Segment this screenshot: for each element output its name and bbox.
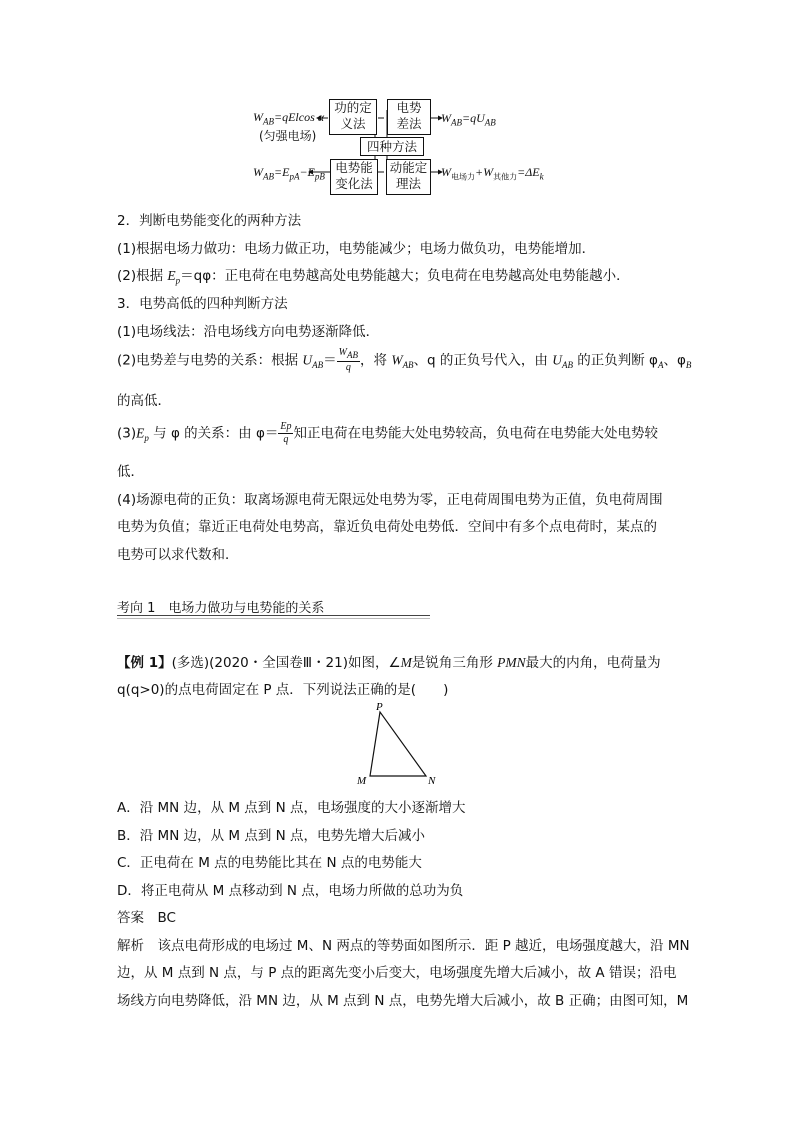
kaoxiang-heading: 考向 1 电场力做功与电势能的关系 — [117, 601, 325, 616]
fraction-w-over-q: $\frac{W_{AB}}{q}$ — [338, 347, 359, 373]
section-3-item-2: (2)电势差与电势的关系：根据 $U_{AB}=$ $\frac{W_{AB}}{q}$ ，将 $W_{AB}$、q 的正负号代入，由 $U_{AB}$ 的正负判断 $\varphi_A$、$\varphi_B$ — [117, 347, 692, 373]
label-p: P — [376, 701, 383, 713]
analysis-line-2: 边，从 M 点到 N 点，与 P 点的距离先变小后变大，电场强度先增大后减小，故 A 错误；沿电 — [117, 965, 677, 981]
box-kinetic-energy-theorem: 动能定 理法 — [386, 159, 431, 195]
section-3-item-3: $(3)E_p$ 与 φ 的关系：由 φ＝ $\frac{Ep}{q}$ 知正电荷在电势能大处电势较高，负电荷在电势能大处电势较 — [117, 421, 658, 445]
analysis-line-1: 解析 该点电荷形成的电场过 M、N 两点的等势面如图所示．距 P 越近，电场强度越大，沿 MN — [117, 938, 690, 954]
analysis-line-3: 场线方向电势降低，沿 MN 边，从 M 点到 N 点，电势先增大后减小，故 B 正确；由图可知，M — [117, 993, 689, 1009]
section-3-item-4-line-1: (4)场源电荷的正负：取离场源电荷无限远处电势为零，正电荷周围电势为正值，负电荷周围 — [117, 492, 663, 508]
formula-right-bottom: $W_{电场力}+W_{其他力}=\Delta E_k$ — [441, 165, 544, 182]
formula-left-top-note: (匀强电场) — [259, 129, 317, 143]
box-energy-change-method: 电势能 变化法 — [330, 159, 378, 195]
box-definition-method: 功的定 义法 — [329, 99, 377, 135]
section-3-item-4-line-2: 电势为负值；靠近正电荷处电势高，靠近负电荷处电势低．空间中有多个点电荷时，某点的 — [117, 519, 657, 535]
label-m: M — [357, 775, 367, 787]
section-3-item-2-tail: 的高低． — [117, 393, 171, 409]
section-3-item-1: (1)电场线法：沿电场线方向电势逐渐降低． — [117, 324, 380, 340]
section-3-item-4-line-3: 电势可以求代数和． — [117, 547, 239, 563]
section-2-item-1: (1)根据电场力做功：电场力做正功，电势能减少；电场力做负功，电势能增加． — [117, 241, 596, 257]
kaoxiang-rule — [117, 615, 430, 616]
section-2-item-2: (2)根据 $E_p=q\varphi$：正电荷在电势越高处电势能越大；负电荷在电势越高处电势能越小． — [117, 268, 630, 286]
example-tag: 【例 1】 — [117, 655, 172, 671]
section-3-title: 3．电势高低的四种判断方法 — [117, 296, 288, 312]
box-potential-difference-method: 电势 差法 — [387, 99, 431, 135]
option-a: A．沿 MN 边，从 M 点到 N 点，电场强度的大小逐渐增大 — [117, 800, 466, 816]
kaoxiang-rule-secondary — [117, 618, 430, 619]
option-b: B．沿 MN 边，从 M 点到 N 点，电势先增大后减小 — [117, 828, 426, 844]
section-3-item-3-tail: 低． — [117, 464, 144, 480]
answer: 答案 BC — [117, 910, 176, 926]
option-d: D．将正电荷从 M 点移动到 N 点，电场力所做的总功为负 — [117, 883, 464, 899]
section-2-title: 2．判断电势能变化的两种方法 — [117, 213, 302, 229]
option-c: C．正电荷在 M 点的电势能比其在 N 点的电势能大 — [117, 855, 422, 871]
formula-right-top: $W_{AB}=qU_{AB}$ — [441, 111, 496, 128]
formula-left-top: $W_{AB}=qElcos$ α — [253, 110, 325, 127]
formula-left-bottom: $W_{AB}=E_{pA}-E_{pB}$ — [253, 165, 325, 182]
fraction-ep-over-q: $\frac{Ep}{q}$ — [280, 421, 292, 445]
four-methods-label: 四种方法 — [360, 137, 424, 156]
label-n: N — [428, 775, 436, 787]
triangle-pmn-figure — [350, 700, 440, 790]
example-1-line-1: 【例 1】(多选)(2020・全国卷Ⅲ・21)如图，∠M是锐角三角形 PMN最大的内角，电荷量为 — [117, 655, 661, 671]
example-1-line-2: q(q>0)的点电荷固定在 P 点．下列说法正确的是( ) — [117, 682, 449, 698]
